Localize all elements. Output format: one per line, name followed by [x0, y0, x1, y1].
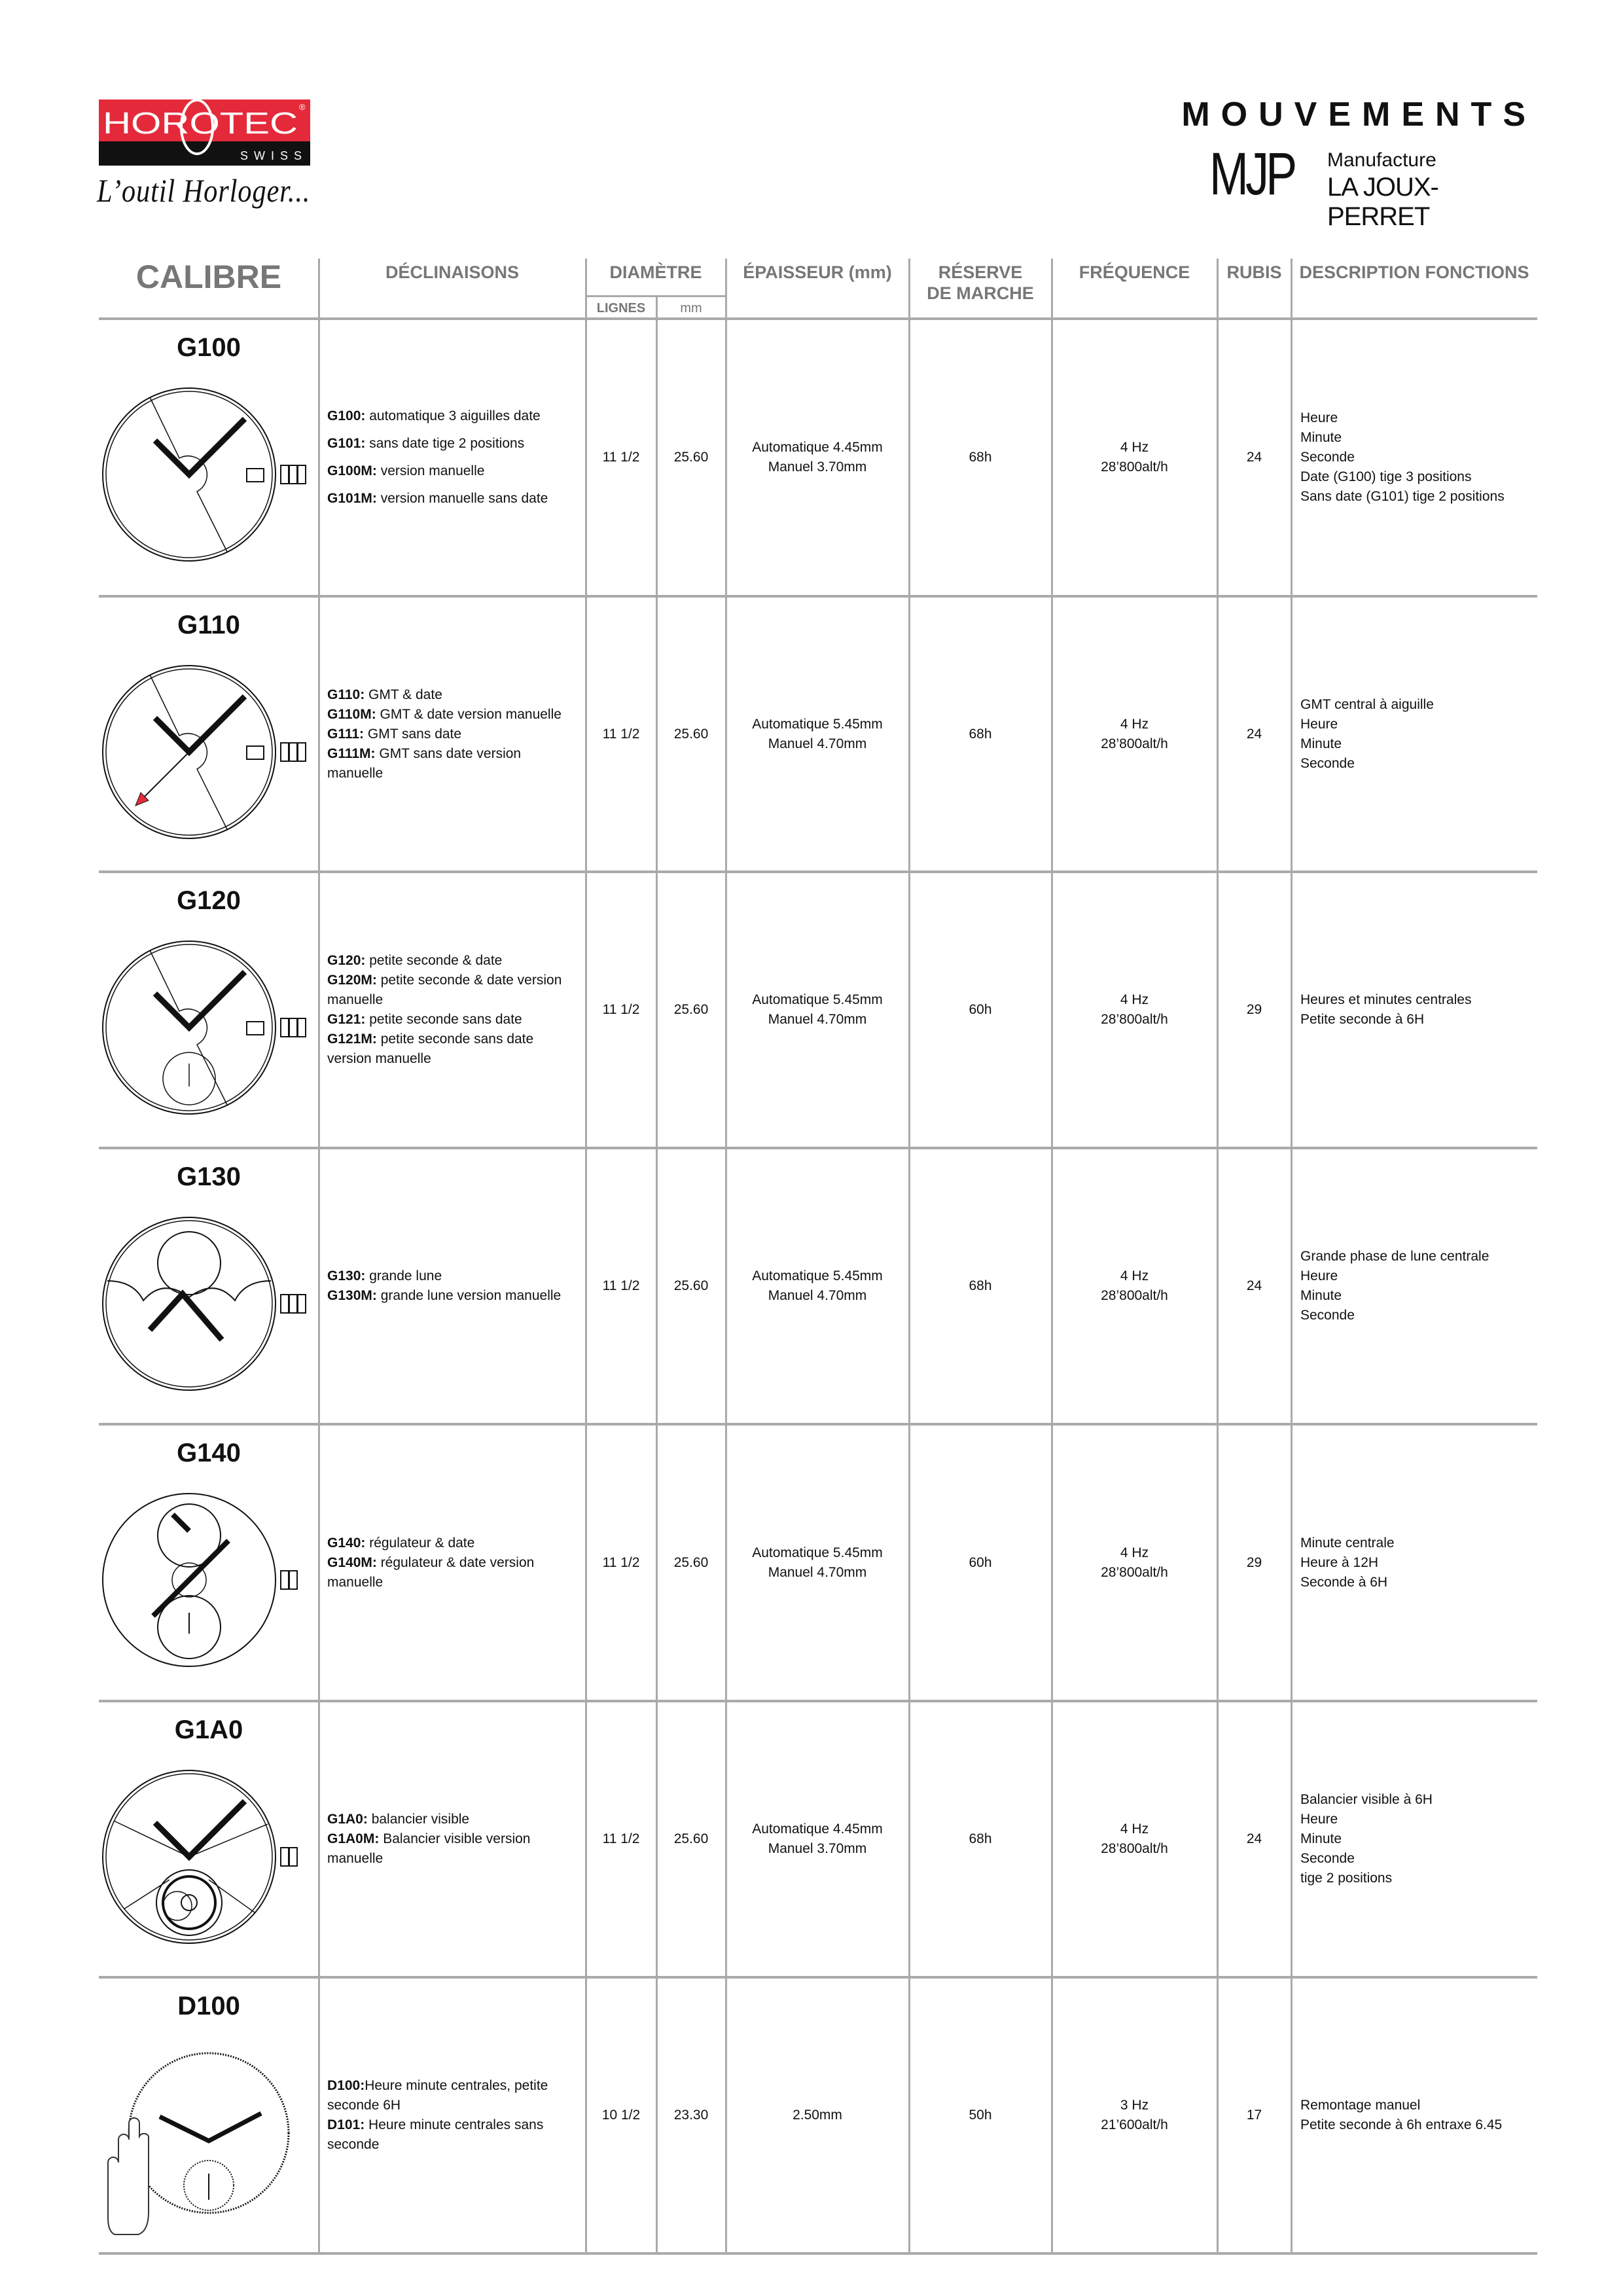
description-cell — [1300, 319, 1536, 596]
lignes-cell-value: 11 1/2 — [602, 1278, 640, 1293]
rubis-cell — [1217, 1148, 1291, 1424]
declinaison-item — [327, 487, 548, 511]
crown-icon — [298, 465, 306, 484]
variant-text: GMT & date version manuelle — [376, 706, 562, 722]
variant-code: G101M: — [327, 491, 377, 506]
col-rubis: RUBIS — [1226, 262, 1282, 282]
hands-icon — [155, 419, 245, 475]
variant-text: GMT sans date version manuelle — [327, 745, 522, 781]
variant-code: G120M: — [327, 973, 377, 988]
calibre-name: G100 — [177, 333, 241, 362]
description-item: Heure — [1300, 1268, 1338, 1283]
frequence-cell-line: 28’800alt/h — [1101, 1841, 1168, 1856]
rubis-cell-value: 17 — [1246, 2108, 1262, 2123]
mm-cell-value: 25.60 — [673, 1002, 709, 1017]
crown-icon — [281, 1848, 289, 1866]
mm-cell — [656, 872, 726, 1148]
variant-text: Balancier visible version manuelle — [327, 1831, 531, 1866]
frequence-cell-line: 4 Hz — [1120, 992, 1149, 1007]
variant-text: grande lune — [365, 1268, 442, 1283]
description-cell — [1300, 872, 1536, 1148]
lignes-cell-value: 11 1/2 — [602, 450, 640, 465]
lignes-cell-value: 11 1/2 — [602, 726, 640, 742]
description-item: Sans date (G101) tige 2 positions — [1300, 489, 1505, 504]
variant-text: petite seconde & date version manuelle — [327, 973, 562, 1007]
rubis-cell-value: 24 — [1246, 726, 1262, 742]
crown-icon — [281, 1295, 289, 1313]
declinaisons-cell — [327, 319, 579, 596]
description-item: Remontage manuel — [1300, 2098, 1421, 2113]
epaisseur-cell — [726, 1148, 909, 1424]
rubis-cell-value: 24 — [1246, 1831, 1262, 1846]
description-cell — [1300, 1424, 1536, 1701]
reserve-cell-value: 60h — [969, 1002, 992, 1017]
description-item: Minute — [1300, 1288, 1342, 1303]
description-item: Minute — [1300, 430, 1342, 445]
epaisseur-cell-line: Automatique 4.45mm — [752, 1821, 883, 1837]
lignes-cell — [586, 872, 656, 1148]
frequence-cell-value — [1101, 438, 1168, 477]
mm-cell — [656, 1148, 726, 1424]
lignes-cell-value: 11 1/2 — [602, 1002, 640, 1017]
mm-cell-value: 25.60 — [673, 1831, 709, 1846]
description-list — [1300, 1247, 1489, 1325]
rubis-cell-value: 29 — [1246, 1002, 1262, 1017]
declinaisons-list — [327, 685, 579, 783]
mm-cell-value: 25.60 — [673, 1554, 709, 1570]
variant-code: G140: — [327, 1535, 366, 1551]
declinaison-item — [327, 951, 579, 971]
epaisseur-cell — [726, 319, 909, 596]
lignes-cell — [586, 319, 656, 596]
lignes-cell — [586, 1701, 656, 1977]
description-item: Heures et minutes centrales — [1300, 992, 1472, 1007]
lignes-cell — [586, 596, 656, 872]
manual-winding-hand-icon — [108, 2118, 149, 2234]
declinaison-item — [327, 404, 548, 428]
g130-dial-icon — [99, 1148, 319, 1424]
date-window-icon — [247, 469, 264, 482]
description-item: Minute centrale — [1300, 1535, 1395, 1551]
frequence-cell-line: 21’600alt/h — [1101, 2117, 1168, 2132]
frequence-cell-value — [1101, 1543, 1168, 1583]
epaisseur-cell — [726, 1701, 909, 1977]
description-item: Heure — [1300, 410, 1338, 425]
crown-icon — [298, 743, 306, 761]
epaisseur-cell-value — [752, 1820, 883, 1859]
epaisseur-cell-value — [793, 2106, 842, 2125]
description-item: Minute — [1300, 736, 1342, 751]
hands-icon — [155, 696, 245, 752]
mm-cell-value: 23.30 — [673, 2108, 709, 2123]
epaisseur-cell-line: Automatique 5.45mm — [752, 1268, 883, 1283]
variant-code: D101: — [327, 2117, 365, 2132]
description-item: Petite seconde à 6h entraxe 6.45 — [1300, 2117, 1503, 2132]
description-item: Grande phase de lune centrale — [1300, 1249, 1489, 1264]
variant-code: G121M: — [327, 1031, 377, 1047]
epaisseur-cell-line: Automatique 5.45mm — [752, 992, 883, 1007]
description-item: Seconde à 6H — [1300, 1574, 1388, 1590]
variant-code: G121: — [327, 1012, 366, 1027]
lignes-cell-value: 11 1/2 — [602, 1831, 640, 1846]
frequence-cell-line: 3 Hz — [1120, 2098, 1149, 2113]
crown-icon — [289, 743, 297, 761]
epaisseur-cell — [726, 1977, 909, 2253]
variant-code: G100: — [327, 408, 366, 423]
declinaison-item — [327, 1829, 579, 1869]
col-mm: mm — [680, 301, 702, 315]
frequence-cell — [1052, 1701, 1217, 1977]
variant-text: automatique 3 aiguilles date — [365, 408, 541, 423]
description-cell — [1300, 1977, 1536, 2253]
frequence-cell-line: 28’800alt/h — [1101, 1012, 1168, 1027]
frequence-cell — [1052, 1424, 1217, 1701]
lignes-cell — [586, 1148, 656, 1424]
declinaison-item — [327, 705, 579, 725]
reserve-cell — [909, 1424, 1052, 1701]
description-item: Seconde — [1300, 1308, 1355, 1323]
g100-dial-icon — [99, 319, 319, 596]
variant-text: petite seconde & date — [365, 953, 503, 968]
variant-code: D100: — [327, 2078, 365, 2093]
epaisseur-cell-line: Manuel 4.70mm — [768, 1564, 867, 1580]
declinaison-item — [327, 2076, 579, 2115]
epaisseur-cell-value — [752, 990, 883, 1030]
description-cell — [1300, 596, 1536, 872]
rubis-cell — [1217, 1977, 1291, 2253]
declinaison-item — [327, 971, 579, 1010]
declinaisons-list — [327, 1266, 561, 1306]
balance-wheel-icon — [156, 1870, 222, 1935]
calibre-name: D100 — [177, 1992, 240, 2020]
epaisseur-cell-value — [752, 1266, 883, 1306]
reserve-cell — [909, 596, 1052, 872]
calibre-name: G1A0 — [174, 1715, 243, 1744]
rubis-cell-value: 24 — [1246, 1278, 1262, 1293]
declinaisons-cell — [327, 1424, 579, 1701]
epaisseur-cell-line: Manuel 4.70mm — [768, 1012, 867, 1027]
date-window-icon — [247, 746, 264, 759]
col-calibre: CALIBRE — [135, 259, 282, 295]
crown-icon — [281, 743, 289, 761]
frequence-cell-line: 28’800alt/h — [1101, 1564, 1168, 1580]
crown-icon — [289, 1295, 297, 1313]
epaisseur-cell — [726, 596, 909, 872]
reserve-cell-value: 68h — [969, 726, 992, 742]
description-item: Balancier visible à 6H — [1300, 1792, 1433, 1807]
description-item: Heure — [1300, 1812, 1338, 1827]
moon-disc-icon — [158, 1232, 221, 1295]
rubis-cell — [1217, 596, 1291, 872]
mm-cell-value: 25.60 — [673, 450, 709, 465]
variant-code: G111: — [327, 726, 365, 742]
epaisseur-cell-value — [752, 715, 883, 754]
variant-text: GMT & date — [365, 687, 442, 702]
variant-code: G100M: — [327, 463, 377, 478]
g140-dial-icon — [99, 1424, 319, 1701]
reserve-cell-value: 68h — [969, 1278, 992, 1293]
svg-text:®: ® — [299, 102, 306, 112]
declinaisons-cell — [327, 1977, 579, 2253]
col-description: DESCRIPTION FONCTIONS — [1299, 262, 1529, 282]
variant-code: G1A0: — [327, 1812, 368, 1827]
declinaison-item — [327, 685, 579, 705]
description-list — [1300, 990, 1471, 1030]
hands-icon — [155, 1801, 245, 1857]
declinaison-item — [327, 459, 548, 483]
description-item: Minute — [1300, 1831, 1342, 1846]
date-window-icon — [247, 1022, 264, 1035]
declinaison-item — [327, 744, 579, 783]
brand-sub: SWISS — [240, 149, 308, 162]
mm-cell-value: 25.60 — [673, 1278, 709, 1293]
lignes-cell-value: 10 1/2 — [601, 2108, 641, 2123]
mm-cell — [656, 1701, 726, 1977]
crown-icon — [289, 465, 297, 484]
epaisseur-cell-line: Manuel 4.70mm — [768, 1288, 867, 1303]
declinaison-item — [327, 432, 548, 456]
crown-icon — [289, 1848, 297, 1866]
col-diametre: DIAMÈTRE — [609, 262, 702, 282]
declinaisons-list — [327, 951, 579, 1069]
brand-tagline: L’outil Horloger... — [97, 172, 311, 209]
reserve-cell — [909, 1977, 1052, 2253]
description-item: Seconde — [1300, 450, 1355, 465]
variant-text: grande lune version manuelle — [376, 1288, 562, 1303]
epaisseur-cell-line: Manuel 4.70mm — [768, 736, 867, 751]
epaisseur-cell-line: Automatique 5.45mm — [752, 1545, 883, 1560]
mjp-mark: MJP — [1209, 141, 1294, 207]
variant-code: G120: — [327, 953, 366, 968]
frequence-cell — [1052, 1977, 1217, 2253]
calibre-name: G120 — [177, 886, 241, 915]
mm-cell — [656, 1424, 726, 1701]
frequence-cell-line: 4 Hz — [1120, 716, 1149, 732]
calibre-name: G140 — [177, 1439, 241, 1467]
description-cell — [1300, 1701, 1536, 1977]
epaisseur-cell-value — [752, 438, 883, 477]
lignes-cell-value: 11 1/2 — [602, 1554, 640, 1570]
frequence-cell-line: 4 Hz — [1120, 1821, 1149, 1837]
crown-icon — [281, 1018, 289, 1037]
crown-icon — [298, 1295, 306, 1313]
reserve-cell — [909, 1148, 1052, 1424]
declinaison-item — [327, 1534, 579, 1553]
mm-cell — [656, 596, 726, 872]
reserve-cell-value: 50h — [969, 2108, 992, 2123]
mjp-logo — [1209, 141, 1537, 231]
description-item: Seconde — [1300, 755, 1355, 771]
frequence-cell-line: 4 Hz — [1120, 1268, 1149, 1283]
variant-text: balancier visible — [367, 1812, 470, 1827]
frequence-cell-line: 28’800alt/h — [1101, 736, 1168, 751]
lignes-cell — [586, 1424, 656, 1701]
declinaison-item — [327, 1553, 579, 1592]
declinaisons-cell — [327, 596, 579, 872]
lignes-cell — [586, 1977, 656, 2253]
mm-cell-value: 25.60 — [673, 726, 709, 742]
calibre-name: G130 — [177, 1162, 241, 1191]
description-item: Date (G100) tige 3 positions — [1300, 469, 1472, 484]
variant-code: G130: — [327, 1268, 366, 1283]
rubis-cell-value: 24 — [1246, 450, 1262, 465]
frequence-cell-line: 28’800alt/h — [1101, 1288, 1168, 1303]
col-reserve-line1: RÉSERVE — [938, 262, 1023, 282]
crown-icon — [281, 1571, 289, 1589]
calibre-name: G110 — [177, 611, 240, 639]
variant-text: régulateur & date — [365, 1535, 475, 1551]
reserve-cell-value: 68h — [969, 1831, 992, 1846]
reserve-cell — [909, 1701, 1052, 1977]
description-item: Heure — [1300, 716, 1338, 732]
declinaison-item — [327, 2115, 579, 2155]
variant-text: version manuelle sans date — [376, 491, 548, 506]
epaisseur-cell-line: 2.50mm — [793, 2108, 842, 2123]
crown-icon — [289, 1018, 297, 1037]
mjp-manufacture: Manufacture — [1327, 149, 1436, 171]
g110-dial-icon — [99, 596, 319, 872]
mm-cell — [656, 319, 726, 596]
rubis-cell — [1217, 319, 1291, 596]
col-epaisseur: ÉPAISSEUR (mm) — [743, 262, 892, 282]
declinaisons-list — [327, 401, 548, 514]
declinaisons-list — [327, 1534, 579, 1592]
epaisseur-cell — [726, 872, 909, 1148]
epaisseur-cell-line: Manuel 3.70mm — [768, 459, 867, 475]
declinaisons-cell — [327, 1148, 579, 1424]
frequence-cell — [1052, 319, 1217, 596]
frequence-cell-line: 4 Hz — [1120, 440, 1149, 455]
epaisseur-cell — [726, 1424, 909, 1701]
crown-icon — [289, 1571, 297, 1589]
description-list — [1300, 408, 1505, 507]
description-list — [1300, 2096, 1502, 2135]
col-lignes: LIGNES — [596, 301, 646, 315]
epaisseur-cell-line: Automatique 4.45mm — [752, 440, 883, 455]
frequence-cell-value — [1101, 2096, 1168, 2135]
variant-code: G101: — [327, 436, 366, 451]
declinaison-item — [327, 725, 579, 744]
variant-code: G110M: — [327, 706, 376, 722]
declinaisons-cell — [327, 872, 579, 1148]
description-item: tige 2 positions — [1300, 1871, 1393, 1886]
col-frequence: FRÉQUENCE — [1079, 262, 1190, 282]
hands-icon — [150, 1294, 222, 1340]
crown-icon — [298, 1018, 306, 1037]
variant-text: régulateur & date version manuelle — [327, 1554, 535, 1590]
mjp-name: LA JOUX-PERRET — [1327, 173, 1438, 231]
crown-icon — [281, 465, 289, 484]
declinaison-item — [327, 1810, 579, 1829]
declinaisons-cell — [327, 1701, 579, 1977]
rubis-cell — [1217, 1424, 1291, 1701]
frequence-cell-value — [1101, 1820, 1168, 1859]
reserve-cell-value: 60h — [969, 1554, 992, 1570]
declinaisons-list — [327, 2076, 579, 2155]
variant-code: G130M: — [327, 1288, 377, 1303]
frequence-cell-line: 4 Hz — [1120, 1545, 1149, 1560]
variant-text: sans date tige 2 positions — [365, 436, 525, 451]
frequence-cell-value — [1101, 715, 1168, 754]
variant-text: GMT sans date — [364, 726, 462, 742]
rubis-cell — [1217, 872, 1291, 1148]
col-reserve-line2: DE MARCHE — [927, 283, 1034, 303]
variant-text: petite seconde sans date version manuelle — [327, 1031, 534, 1066]
frequence-cell-line: 28’800alt/h — [1101, 459, 1168, 475]
declinaison-item — [327, 1010, 579, 1030]
frequence-cell-value — [1101, 1266, 1168, 1306]
rubis-cell — [1217, 1701, 1291, 1977]
variant-text: petite seconde sans date — [365, 1012, 522, 1027]
epaisseur-cell-line: Automatique 5.45mm — [752, 716, 883, 732]
description-item: Petite seconde à 6H — [1300, 1012, 1425, 1027]
description-list — [1300, 1534, 1395, 1592]
variant-text: Heure minute centrales sans seconde — [327, 2117, 544, 2152]
horotec-logo — [99, 99, 310, 166]
d100-dial-icon — [99, 1977, 319, 2253]
description-item: GMT central à aiguille — [1300, 696, 1434, 712]
mm-cell — [656, 1977, 726, 2253]
variant-code: G1A0M: — [327, 1831, 380, 1846]
reserve-cell — [909, 872, 1052, 1148]
declinaison-item — [327, 1030, 579, 1069]
variant-code: G140M: — [327, 1554, 377, 1570]
reserve-cell-value: 68h — [969, 450, 992, 465]
rubis-cell-value: 29 — [1246, 1554, 1262, 1570]
brand-name: HOROTEC — [103, 106, 298, 140]
frequence-cell — [1052, 1148, 1217, 1424]
variant-text: Heure minute centrales, petite seconde 6H — [327, 2078, 548, 2113]
frequence-cell — [1052, 596, 1217, 872]
variant-text: version manuelle — [376, 463, 485, 478]
reserve-cell — [909, 319, 1052, 596]
frequence-cell-value — [1101, 990, 1168, 1030]
frequence-cell — [1052, 872, 1217, 1148]
g1a0-dial-icon — [99, 1701, 319, 1977]
hands-icon — [155, 972, 245, 1028]
variant-code: G111M: — [327, 745, 376, 761]
description-cell — [1300, 1148, 1536, 1424]
hands-icon — [160, 2113, 261, 2141]
declinaison-item — [327, 1286, 561, 1306]
col-declinaisons: DÉCLINAISONS — [385, 262, 520, 282]
description-list — [1300, 695, 1434, 774]
declinaison-item — [327, 1266, 561, 1286]
description-item: Seconde — [1300, 1851, 1355, 1866]
declinaisons-list — [327, 1810, 579, 1869]
col-reserve — [909, 262, 1052, 304]
variant-code: G110: — [327, 687, 365, 702]
page-title: MOUVEMENTS — [1181, 96, 1537, 134]
gmt-hand-icon — [140, 752, 189, 801]
epaisseur-cell-value — [752, 1543, 883, 1583]
epaisseur-cell-line: Manuel 3.70mm — [768, 1841, 867, 1856]
description-list — [1300, 1790, 1433, 1888]
g120-dial-icon — [99, 872, 319, 1148]
description-item: Heure à 12H — [1300, 1554, 1379, 1570]
